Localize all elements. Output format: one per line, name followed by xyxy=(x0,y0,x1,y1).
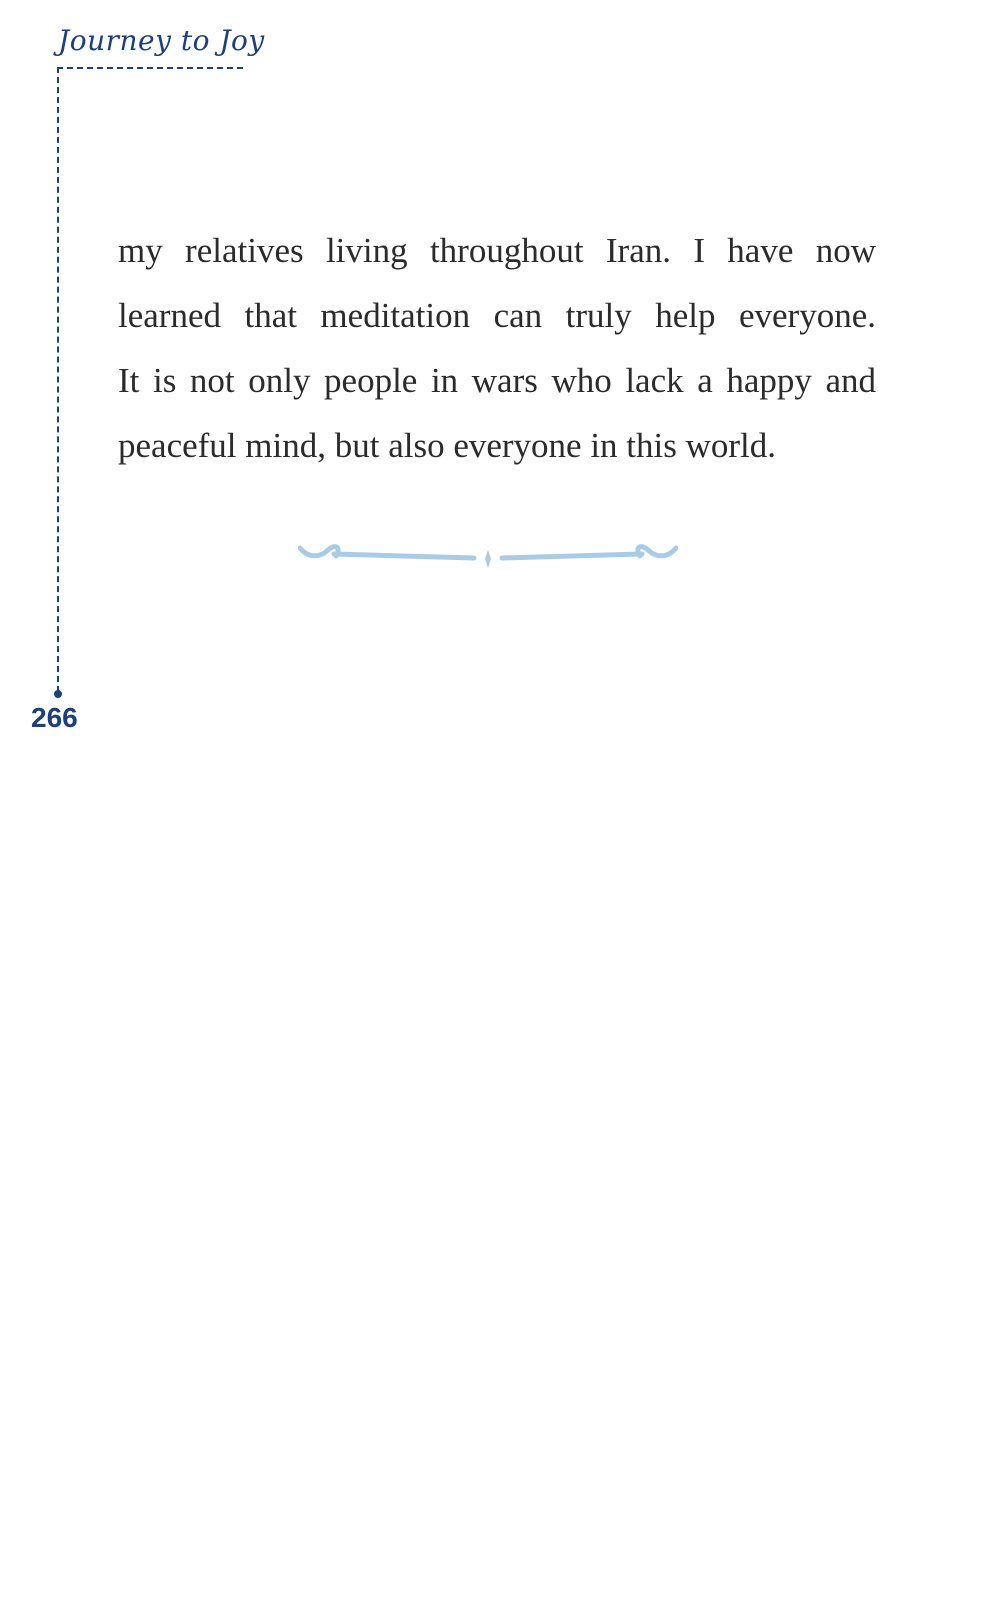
paragraph-line: learned that meditation can truly help everyone. xyxy=(118,296,876,335)
margin-rule-end-dot xyxy=(54,690,62,698)
running-head: Journey to Joy xyxy=(58,24,265,57)
paragraph-line: my relatives living throughout Iran. I have now xyxy=(118,231,876,270)
header-dashed-rule xyxy=(57,67,243,69)
body-paragraph xyxy=(118,218,876,478)
page-number: 266 xyxy=(31,702,78,733)
paragraph-line: It is not only people in wars who lack a happy and xyxy=(118,361,876,400)
margin-dashed-rule xyxy=(57,67,59,692)
decorative-divider-icon xyxy=(298,540,678,580)
paragraph-line: peaceful mind, but also everyone in this world. xyxy=(118,426,777,465)
